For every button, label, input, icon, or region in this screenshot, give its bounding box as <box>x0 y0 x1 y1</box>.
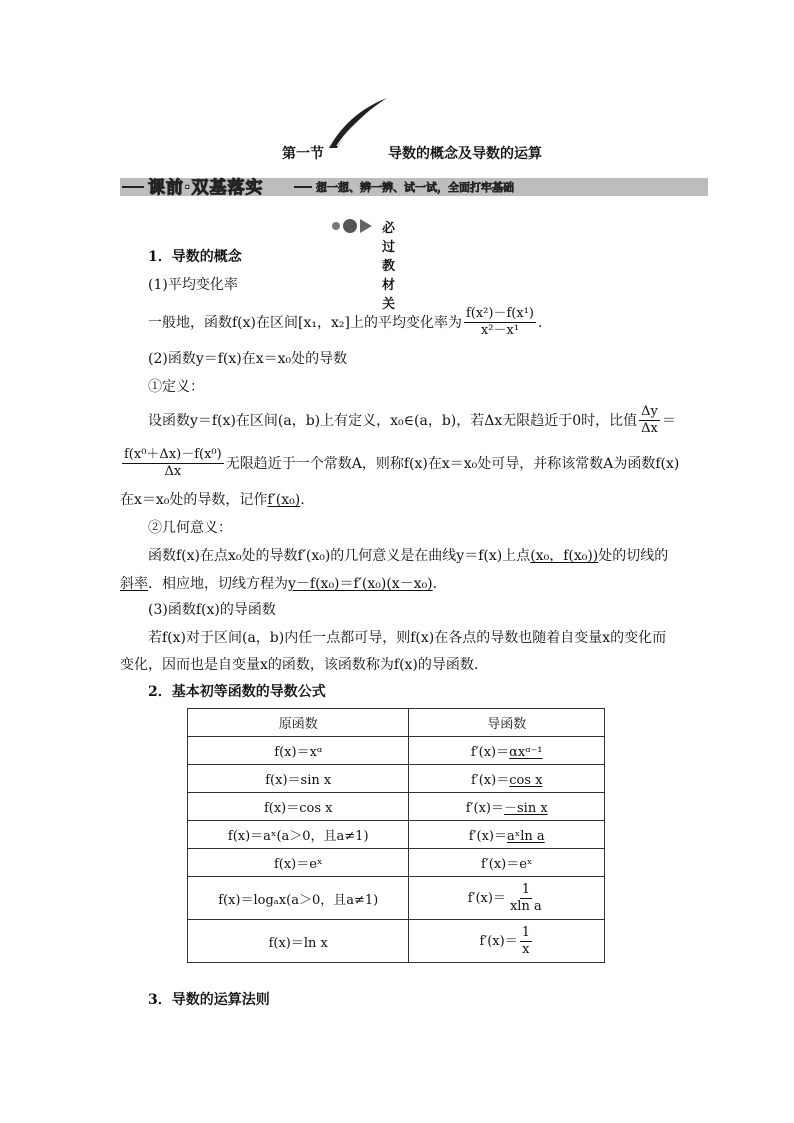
section3-heading: 3．导数的运算法则 <box>148 992 270 1008</box>
definition-label: ①定义： <box>148 379 204 395</box>
table-row: f(x)＝ln x f′(x)＝ $\frac{1}{x}$ <box>188 920 605 963</box>
table-header-cell: 原函数 <box>188 709 409 737</box>
geometric-meaning-label: ②几何意义： <box>148 520 232 536</box>
dy-dx-fraction: $\frac{\Delta y}{\Delta x}$ <box>641 404 658 436</box>
derived-function-label: (3)函数f(x)的导函数 <box>148 602 276 618</box>
page-title: 导数的概念及导数的运算 <box>388 146 542 162</box>
derived-function-line-1: 若f(x)对于区间(a，b)内任一点都可导，则f(x)在各点的导数也随着自变量x的变化而 <box>148 630 667 646</box>
difference-quotient-fraction: $\frac{\text{f(x⁰＋Δx)－f(x⁰)}}{\Delta x}$ <box>124 447 222 479</box>
derived-function-line-2: 变化，因而也是自变量x的函数，该函数称为f(x)的导函数. <box>120 657 479 673</box>
geometric-line-1: 函数f(x)在点x₀处的导数f′(x₀)的几何意义是在曲线y＝f(x)上点(x₀，f(x₀))处的切线的 <box>148 548 669 564</box>
table-row: f(x)＝xᵅ f′(x)＝αxᵅ⁻¹ <box>188 737 605 765</box>
definition-line-2: $\frac{\text{f(x⁰＋Δx)－f(x⁰)}}{\Delta x}$ 无限趋近于一个常数A，则称f(x)在x＝x₀处可导，并称该常数A为函数f(x) <box>124 447 680 479</box>
banner-main-text: 课前·双基落实 <box>148 178 264 198</box>
derivative-formula-table <box>187 708 605 963</box>
derivative-at-point-label: (2)函数y＝f(x)在x＝x₀处的导数 <box>148 351 348 367</box>
table-row: f(x)＝sin x f′(x)＝cos x <box>188 765 605 793</box>
section2-heading: 2．基本初等函数的导数公式 <box>148 684 326 700</box>
definition-line-3: 在x＝x₀处的导数，记作f′(x₀). <box>120 492 305 508</box>
section1-heading: 1．导数的概念 <box>148 249 242 265</box>
geometric-line-2: 斜率．相应地，切线方程为y－f(x₀)＝f′(x₀)(x－x₀). <box>120 576 438 592</box>
subheader-text: 必过教材关 <box>382 221 399 312</box>
avg-rate-fraction: $\frac{\text{f(x²)－f(x¹)}}{\text{x²－x¹}}$ <box>465 306 534 338</box>
section-banner <box>120 178 708 196</box>
bullet-dots-icon <box>330 218 380 234</box>
table-row: f(x)＝cos x f′(x)＝－sin x <box>188 793 605 821</box>
table-header-cell: 导函数 <box>409 709 605 737</box>
banner-sub-text: 想一想、辨一辨、试一试，全面打牢基础 <box>316 181 514 194</box>
table-row: f(x)＝eˣ f′(x)＝eˣ <box>188 849 605 877</box>
avg-rate-label: (1)平均变化率 <box>148 277 238 293</box>
table-header-row <box>188 709 605 737</box>
table-row: f(x)＝logₐx(a＞0，且a≠1) f′(x)＝ $\frac{1}{\text{xln a}}$ <box>188 877 605 920</box>
table-row: f(x)＝aˣ(a＞0，且a≠1) f′(x)＝aˣln a <box>188 821 605 849</box>
section-number: 第一节 <box>282 146 324 162</box>
swoosh-logo <box>325 96 391 150</box>
definition-line-1: 设函数y＝f(x)在区间(a，b)上有定义，x₀∈(a，b)，若Δx无限趋近于0时，比值 $\frac{\Delta y}{\Delta x}$ ＝ <box>148 404 676 436</box>
avg-rate-line: 一般地，函数f(x)在区间[x₁，x₂]上的平均变化率为 $\frac{\text{f(x²)－f(x¹)}}{\text{x²－x¹}}$ . <box>148 306 543 338</box>
